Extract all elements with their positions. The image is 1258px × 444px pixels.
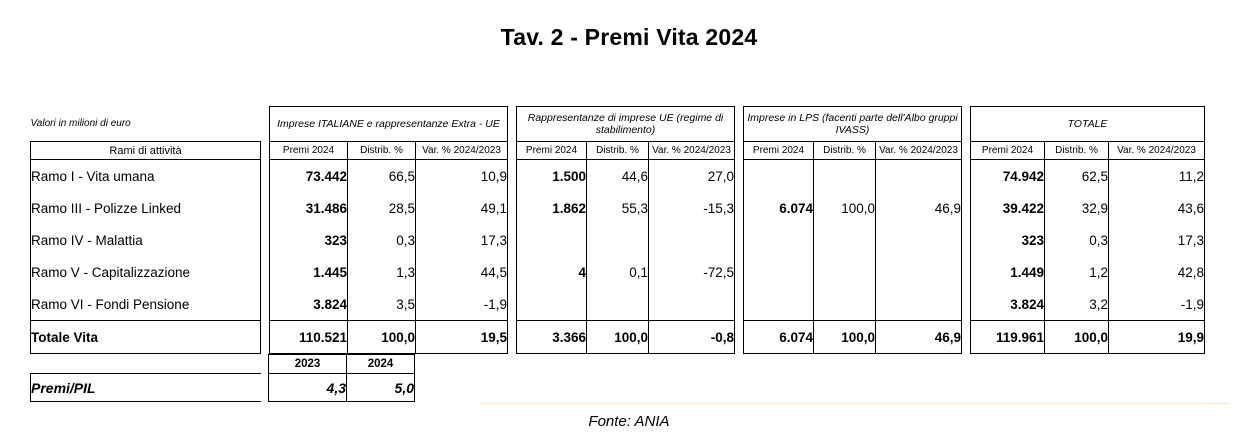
cell-totale-var: 17,3: [1109, 224, 1205, 256]
spacer: [261, 288, 270, 321]
row-label: Ramo I - Vita umana: [31, 160, 261, 193]
cell-italiane-distrib: 0,3: [348, 224, 416, 256]
cell-ue-var: 27,0: [649, 160, 735, 193]
table-row: [31, 288, 1205, 321]
spacer: [508, 224, 517, 256]
cell-totale-distrib: 1,2: [1045, 256, 1109, 288]
pil-year-2023: 2023: [269, 355, 347, 374]
cell-lps-var: 46,9: [876, 192, 962, 224]
cell-italiane-distrib: 1,3: [348, 256, 416, 288]
cell-total-lps-var: 46,9: [876, 321, 962, 354]
cell-ue-distrib: 0,1: [587, 256, 649, 288]
cell-totale-distrib: 62,5: [1045, 160, 1109, 193]
spacer: [962, 288, 971, 321]
spacer: [261, 256, 270, 288]
cell-totale-var: -1,9: [1109, 288, 1205, 321]
cell-ue-distrib: [587, 288, 649, 321]
spacer: [508, 288, 517, 321]
cell-italiane-var: 17,3: [416, 224, 508, 256]
cell-totale-premi: 74.942: [971, 160, 1045, 193]
cell-total-italiane-var: 19,5: [416, 321, 508, 354]
cell-lps-distrib: [814, 256, 876, 288]
cell-lps-premi: 6.074: [744, 192, 814, 224]
cell-lps-premi: [744, 256, 814, 288]
spacer: [508, 192, 517, 224]
cell-totale-distrib: 32,9: [1045, 192, 1109, 224]
spacer: [962, 160, 971, 193]
row-label: Ramo IV - Malattia: [31, 224, 261, 256]
cell-total-totale-distrib: 100,0: [1045, 321, 1109, 354]
spacer: [261, 224, 270, 256]
col-header-lps-distrib: Distrib. %: [814, 142, 876, 160]
spacer: [735, 142, 744, 160]
column-header-row: [31, 142, 1205, 160]
col-header-totale-distrib: Distrib. %: [1045, 142, 1109, 160]
group-header-lps: Imprese in LPS (facenti parte dell'Albo gruppi IVASS): [744, 107, 962, 142]
cell-italiane-var: 49,1: [416, 192, 508, 224]
cell-ue-var: -72,5: [649, 256, 735, 288]
cell-ue-premi: 1.862: [517, 192, 587, 224]
cell-lps-premi: [744, 224, 814, 256]
col-header-totale-premi: Premi 2024: [971, 142, 1045, 160]
spacer: [735, 288, 744, 321]
units-note: Valori in milioni di euro: [30, 118, 131, 130]
cell-total-italiane-distrib: 100,0: [348, 321, 416, 354]
spacer: [962, 142, 971, 160]
spacer: [735, 224, 744, 256]
cell-italiane-premi: 73.442: [270, 160, 348, 193]
cell-lps-premi: [744, 288, 814, 321]
spacer: [962, 107, 971, 142]
table-sheet: [30, 106, 1226, 402]
spacer: [508, 256, 517, 288]
cell-ue-premi: 4: [517, 256, 587, 288]
spacer: [508, 107, 517, 142]
table-row: [31, 224, 1205, 256]
table-row: [31, 160, 1205, 193]
spacer: [735, 107, 744, 142]
cell-ue-distrib: 55,3: [587, 192, 649, 224]
row-label: Ramo III - Polizze Linked: [31, 192, 261, 224]
cell-lps-var: [876, 256, 962, 288]
footer-divider: [480, 403, 1228, 404]
row-label-total: Totale Vita: [31, 321, 261, 354]
cell-totale-var: 11,2: [1109, 160, 1205, 193]
cell-lps-var: [876, 224, 962, 256]
cell-italiane-premi: 31.486: [270, 192, 348, 224]
row-label: Ramo V - Capitalizzazione: [31, 256, 261, 288]
spacer: [508, 142, 517, 160]
cell-italiane-premi: 3.824: [270, 288, 348, 321]
page-title: Tav. 2 - Premi Vita 2024: [500, 24, 758, 50]
cell-totale-var: 43,6: [1109, 192, 1205, 224]
cell-ue-var: [649, 288, 735, 321]
spacer: [261, 355, 269, 374]
group-header-row: [31, 107, 1205, 142]
cell-ue-var: -15,3: [649, 192, 735, 224]
cell-total-ue-distrib: 100,0: [587, 321, 649, 354]
cell-total-lps-distrib: 100,0: [814, 321, 876, 354]
pil-value-2023: 4,3: [269, 374, 347, 402]
cell-total-totale-var: 19,9: [1109, 321, 1205, 354]
table-total-row: [31, 321, 1205, 354]
cell-totale-premi: 3.824: [971, 288, 1045, 321]
cell-italiane-var: 44,5: [416, 256, 508, 288]
cell-lps-var: [876, 160, 962, 193]
spacer: [261, 160, 270, 193]
pil-label: Premi/PIL: [31, 374, 261, 402]
group-header-ue: Rappresentanze di imprese UE (regime di stabilimento): [517, 107, 735, 142]
group-header-totale: TOTALE: [971, 107, 1205, 142]
cell-italiane-distrib: 28,5: [348, 192, 416, 224]
cell-lps-premi: [744, 160, 814, 193]
col-header-italiane-premi: Premi 2024: [270, 142, 348, 160]
cell-italiane-premi: 323: [270, 224, 348, 256]
spacer: [508, 160, 517, 193]
cell-totale-distrib: 0,3: [1045, 224, 1109, 256]
premi-pil-table: [30, 354, 415, 402]
cell-lps-distrib: [814, 224, 876, 256]
premi-vita-table: [30, 106, 1205, 354]
col-header-ue-distrib: Distrib. %: [587, 142, 649, 160]
cell-italiane-var: 10,9: [416, 160, 508, 193]
pil-year-row: [31, 355, 415, 374]
spacer: [261, 107, 270, 142]
cell-lps-distrib: 100,0: [814, 192, 876, 224]
spacer: [735, 321, 744, 354]
col-header-lps-premi: Premi 2024: [744, 142, 814, 160]
col-header-rami: Rami di attività: [31, 142, 261, 160]
cell-total-lps-premi: 6.074: [744, 321, 814, 354]
spacer: [261, 142, 270, 160]
table-row: [31, 192, 1205, 224]
cell-totale-premi: 39.422: [971, 192, 1045, 224]
spacer: [261, 321, 270, 354]
spacer: [962, 256, 971, 288]
cell-italiane-distrib: 3,5: [348, 288, 416, 321]
cell-ue-distrib: [587, 224, 649, 256]
cell-italiane-var: -1,9: [416, 288, 508, 321]
cell-ue-var: [649, 224, 735, 256]
cell-totale-premi: 323: [971, 224, 1045, 256]
cell-italiane-distrib: 66,5: [348, 160, 416, 193]
spacer: [735, 256, 744, 288]
row-label: Ramo VI - Fondi Pensione: [31, 288, 261, 321]
spacer: [261, 192, 270, 224]
spacer: [508, 321, 517, 354]
cell-total-ue-var: -0,8: [649, 321, 735, 354]
cell-lps-distrib: [814, 160, 876, 193]
spacer: [261, 374, 269, 402]
col-header-italiane-var: Var. % 2024/2023: [416, 142, 508, 160]
pil-year-2024: 2024: [347, 355, 415, 374]
cell-total-ue-premi: 3.366: [517, 321, 587, 354]
spacer: [962, 321, 971, 354]
cell-ue-premi: [517, 224, 587, 256]
cell-total-italiane-premi: 110.521: [270, 321, 348, 354]
cell-ue-premi: [517, 288, 587, 321]
pil-value-2024: 5,0: [347, 374, 415, 402]
col-header-ue-premi: Premi 2024: [517, 142, 587, 160]
spacer: [735, 160, 744, 193]
pil-value-row: [31, 374, 415, 402]
cell-total-totale-premi: 119.961: [971, 321, 1045, 354]
cell-lps-distrib: [814, 288, 876, 321]
cell-ue-premi: 1.500: [517, 160, 587, 193]
pil-empty: [31, 355, 261, 374]
cell-italiane-premi: 1.445: [270, 256, 348, 288]
col-header-italiane-distrib: Distrib. %: [348, 142, 416, 160]
cell-lps-var: [876, 288, 962, 321]
group-header-italiane: Imprese ITALIANE e rappresentanze Extra - UE: [270, 107, 508, 142]
cell-totale-premi: 1.449: [971, 256, 1045, 288]
source-note: Fonte: ANIA: [588, 413, 670, 430]
spacer: [735, 192, 744, 224]
cell-totale-var: 42,8: [1109, 256, 1205, 288]
col-header-lps-var: Var. % 2024/2023: [876, 142, 962, 160]
cell-totale-distrib: 3,2: [1045, 288, 1109, 321]
col-header-totale-var: Var. % 2024/2023: [1109, 142, 1205, 160]
table-row: [31, 256, 1205, 288]
col-header-ue-var: Var. % 2024/2023: [649, 142, 735, 160]
spacer: [962, 224, 971, 256]
cell-ue-distrib: 44,6: [587, 160, 649, 193]
spacer: [962, 192, 971, 224]
